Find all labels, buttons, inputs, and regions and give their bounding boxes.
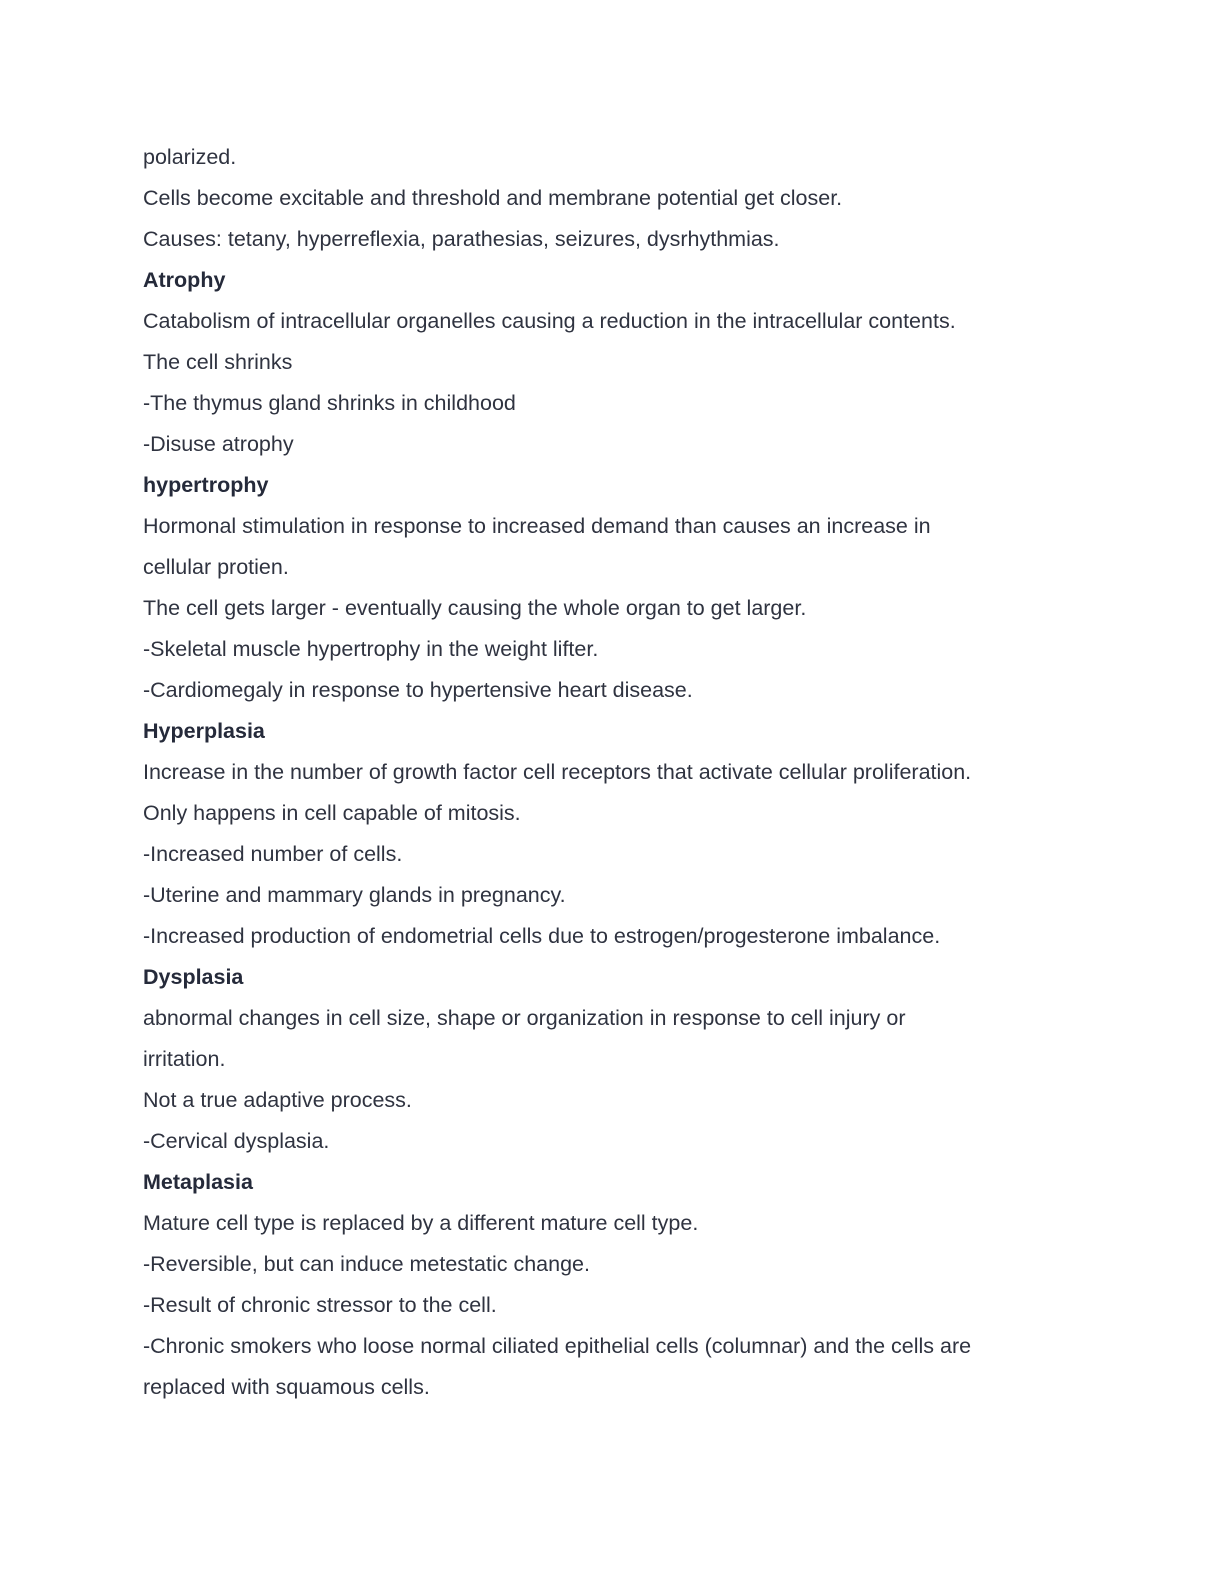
text-line: The cell gets larger - eventually causing the whole organ to get larger. xyxy=(143,596,807,620)
text-line: -Result of chronic stressor to the cell. xyxy=(143,1293,497,1317)
text-line: Not a true adaptive process. xyxy=(143,1088,412,1112)
section-heading-atrophy: Atrophy xyxy=(143,268,226,292)
text-line: irritation. xyxy=(143,1047,226,1071)
text-line: cellular protien. xyxy=(143,555,289,579)
text-line: Only happens in cell capable of mitosis. xyxy=(143,801,521,825)
text-line: Mature cell type is replaced by a different mature cell type. xyxy=(143,1211,699,1235)
text-line: -Disuse atrophy xyxy=(143,432,294,456)
text-line: Catabolism of intracellular organelles causing a reduction in the intracellular contents. xyxy=(143,309,956,333)
text-line: -Reversible, but can induce metestatic change. xyxy=(143,1252,590,1276)
text-line: Cells become excitable and threshold and membrane potential get closer. xyxy=(143,186,843,210)
text-line: -Increased number of cells. xyxy=(143,842,403,866)
text-line: replaced with squamous cells. xyxy=(143,1375,430,1399)
text-line: Causes: tetany, hyperreflexia, parathesias, seizures, dysrhythmias. xyxy=(143,227,780,251)
section-heading-hypertrophy: hypertrophy xyxy=(143,473,269,497)
text-line: -Increased production of endometrial cells due to estrogen/progesterone imbalance. xyxy=(143,924,941,948)
text-line: abnormal changes in cell size, shape or organization in response to cell injury or xyxy=(143,1006,906,1030)
section-heading-dysplasia: Dysplasia xyxy=(143,965,244,989)
text-line: polarized. xyxy=(143,145,237,169)
section-heading-metaplasia: Metaplasia xyxy=(143,1170,253,1194)
text-line: -Skeletal muscle hypertrophy in the weight lifter. xyxy=(143,637,599,661)
text-line: -Cardiomegaly in response to hypertensive heart disease. xyxy=(143,678,693,702)
text-line: The cell shrinks xyxy=(143,350,293,374)
text-line: -Uterine and mammary glands in pregnancy. xyxy=(143,883,566,907)
text-line: -The thymus gland shrinks in childhood xyxy=(143,391,516,415)
text-line: Hormonal stimulation in response to increased demand than causes an increase in xyxy=(143,514,931,538)
section-heading-hyperplasia: Hyperplasia xyxy=(143,719,265,743)
text-line: -Chronic smokers who loose normal ciliated epithelial cells (columnar) and the cells are xyxy=(143,1334,972,1358)
text-line: Increase in the number of growth factor cell receptors that activate cellular proliferation. xyxy=(143,760,972,784)
document-page xyxy=(143,137,1093,1408)
text-line: -Cervical dysplasia. xyxy=(143,1129,330,1153)
